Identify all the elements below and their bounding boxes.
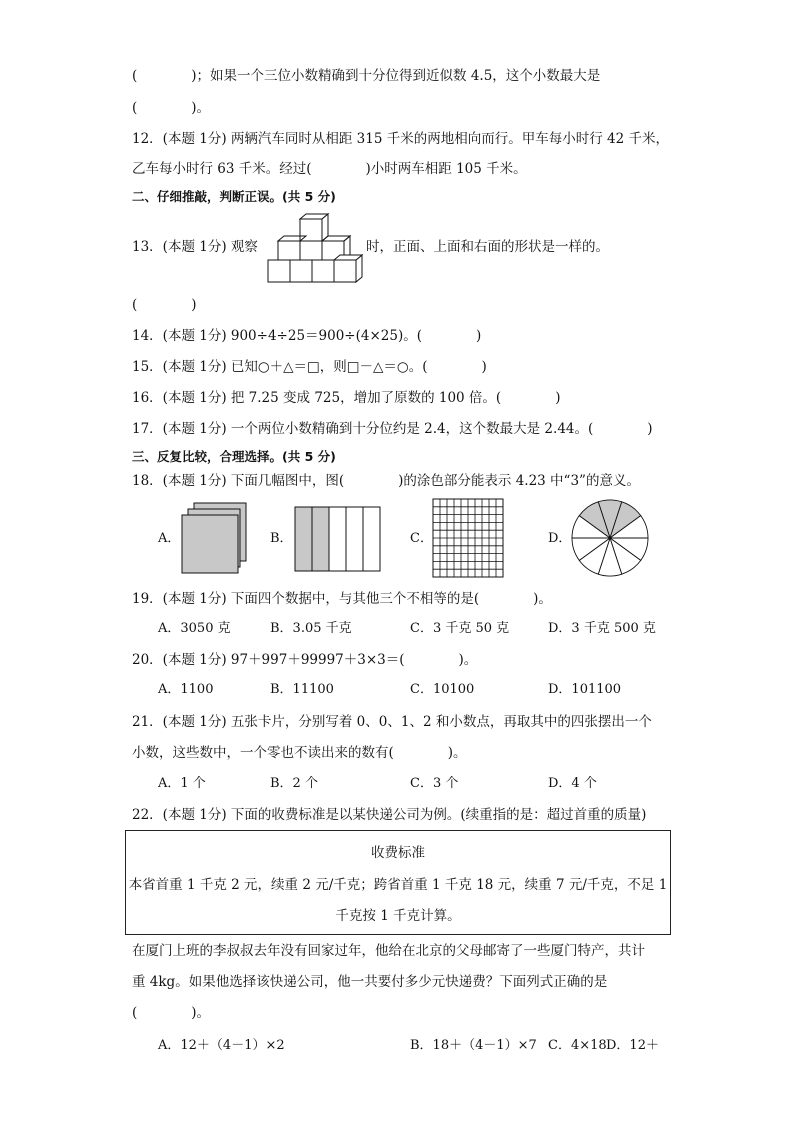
q21-option-b[interactable]: B．2 个	[270, 776, 318, 791]
fee-box-title: 收费标准	[371, 845, 425, 861]
q18-option-c-label: C．	[410, 531, 433, 546]
section-2-heading: 二、仔细推敲，判断正误。(共 5 分)	[132, 189, 336, 204]
section-3-heading: 三、反复比较，合理选择。(共 5 分)	[132, 449, 336, 464]
q22-option-b[interactable]: B．18＋（4－1）×7	[410, 1038, 537, 1053]
q11-line-1: ( )；如果一个三位小数精确到十分位得到近似数 4.5，这个小数最大是	[132, 68, 601, 84]
q15: 15．(本题 1分) 已知○＋△＝□，则□－△＝○。( )	[132, 359, 487, 375]
fee-standard-box	[125, 830, 671, 935]
cube-stack-figure	[266, 213, 364, 283]
q19-option-b[interactable]: B．3.05 千克	[270, 621, 352, 636]
q22-paragraph-2: 重 4kg。如果他选择该快递公司，他一共要付多少元快递费？下面列式正确的是	[132, 974, 608, 990]
q20-option-a[interactable]: A．1100	[158, 682, 214, 697]
q13-text-before: 13．(本题 1分) 观察	[132, 239, 258, 255]
q18: 18．(本题 1分) 下面几幅图中，图( )的涂色部分能表示 4.23 中“3”的意义。	[132, 473, 640, 489]
q21-option-a[interactable]: A．1 个	[158, 776, 206, 791]
q18-figure-d-circle	[570, 498, 650, 578]
q14: 14．(本题 1分) 900÷4÷25＝900÷(4×25)。( )	[132, 328, 482, 344]
q13-text-after: 时，正面、上面和右面的形状是一样的。	[366, 239, 609, 255]
q19: 19．(本题 1分) 下面四个数据中，与其他三个不相等的是( )。	[132, 591, 552, 607]
q20-option-b[interactable]: B．11100	[270, 682, 334, 697]
q18-option-a-label: A．	[158, 531, 181, 546]
q21-option-d[interactable]: D．4 个	[548, 776, 597, 791]
q19-option-d[interactable]: D．3 千克 500 克	[548, 621, 656, 636]
q21-line-1: 21．(本题 1分) 五张卡片，分别写着 0、0、1、2 和小数点，再取其中的四张摆出一个	[132, 714, 652, 730]
q13-answer-blank: ( )	[132, 297, 197, 313]
q21-option-c[interactable]: C．3 个	[410, 776, 459, 791]
q18-option-d-label: D．	[548, 531, 572, 546]
q20-option-c[interactable]: C．10100	[410, 682, 475, 697]
q22-paragraph-3: ( )。	[132, 1005, 211, 1021]
q12-line-1: 12．(本题 1分) 两辆汽车同时从相距 315 千米的两地相向而行。甲车每小时行 42 千米，	[132, 131, 669, 147]
q18-figure-c-grid	[432, 498, 504, 578]
fee-box-line-1: 本省首重 1 千克 2 元，续重 2 元/千克；跨省首重 1 千克 18 元，续重 7 元/千克，不足 1	[128, 877, 668, 893]
fee-box-line-2: 千克按 1 千克计算。	[335, 908, 461, 924]
q22-paragraph-1: 在厦门上班的李叔叔去年没有回家过年，他给在北京的父母邮寄了一些厦门特产，共计	[132, 943, 645, 959]
q20: 20．(本题 1分) 97＋997＋99997＋3×3＝( )。	[132, 652, 478, 668]
q11-line-2: ( )。	[132, 100, 211, 116]
q20-option-d[interactable]: D．101100	[548, 682, 622, 697]
q22-option-c[interactable]: C．4×18	[548, 1038, 607, 1053]
q19-option-c[interactable]: C．3 千克 50 克	[410, 621, 510, 636]
q22-option-d[interactable]: D．12＋	[606, 1038, 659, 1053]
q21-line-2: 小数，这些数中，一个零也不读出来的数有( )。	[132, 745, 467, 761]
q22: 22．(本题 1分) 下面的收费标准是以某快递公司为例。(续重指的是：超过首重的质量)	[132, 807, 647, 823]
q18-option-b-label: B．	[270, 531, 293, 546]
q18-figure-b-strips	[294, 506, 382, 572]
q19-option-a[interactable]: A．3050 克	[158, 621, 231, 636]
q22-option-a[interactable]: A．12＋（4－1）×2	[158, 1038, 285, 1053]
q16: 16．(本题 1分) 把 7.25 变成 725，增加了原数的 100 倍。( )	[132, 390, 561, 406]
q17: 17．(本题 1分) 一个两位小数精确到十分位约是 2.4，这个数最大是 2.44。( )	[132, 421, 653, 437]
q18-figure-a-stacked-squares	[180, 502, 250, 576]
q12-line-2: 乙车每小时行 63 千米。经过( )小时两车相距 105 千米。	[132, 161, 527, 177]
